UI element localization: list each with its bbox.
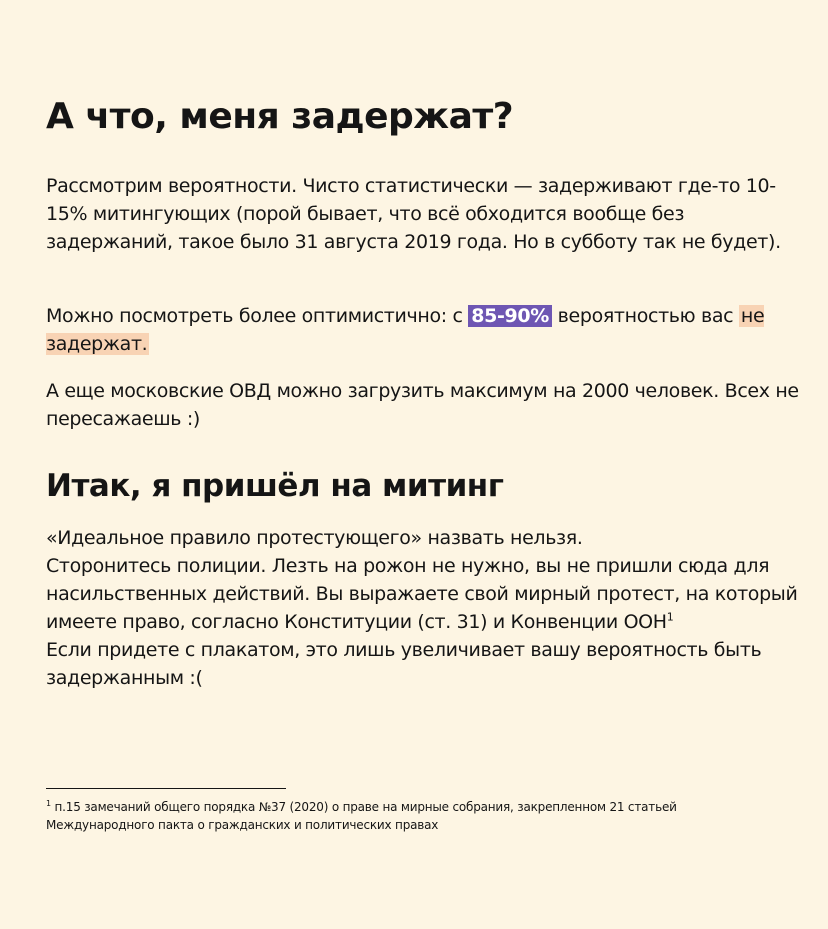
footnote xyxy=(46,798,786,834)
paragraph-probabilities: Рассмотрим вероятности. Чисто статистически — задерживают где-то 10-15% митингующих (порой бывает, что всё обходится вообще без задержаний, такое было 31 августа 2019 года. Но в субботу так не будет). xyxy=(46,175,781,253)
paragraph-rules xyxy=(46,524,806,692)
paragraph-ovd-capacity: А еще московские ОВД можно загрузить максимум на 2000 человек. Всех не пересажаешь :) xyxy=(46,380,799,430)
rules-line-3: Если придете с плакатом, это лишь увеличивает вашу вероятность быть задержанным :( xyxy=(46,639,762,689)
rules-line-1: «Идеальное правило протестующего» назвать нельзя. xyxy=(46,527,583,549)
footnote-reference: 1 xyxy=(666,610,674,624)
rules-line-2: Сторонитесь полиции. Лезть на рожон не нужно, вы не пришли сюда для насильственных действий. Вы выражаете свой мирный протест, на который имеете право, согласно Конституции (ст. 31) и Конвенции ООН xyxy=(46,555,798,633)
highlight-phrase: не задержат. xyxy=(46,305,765,355)
footnote-divider xyxy=(46,788,286,789)
paragraph-text: вероятностью вас xyxy=(551,305,739,327)
section-heading: Итак, я пришёл на митинг xyxy=(46,468,504,504)
paragraph-optimistic xyxy=(46,302,806,358)
footnote-marker: 1 xyxy=(46,799,51,808)
paragraph-text: Можно посмотреть более оптимистично: с xyxy=(46,305,469,327)
page-title: А что, меня задержат? xyxy=(46,96,514,137)
highlight-percentage: 85-90% xyxy=(468,305,552,327)
footnote-text: п.15 замечаний общего порядка №37 (2020) о праве на мирные собрания, закрепленном 21 статьей Международного пакта о гражданских и политических правах xyxy=(46,800,677,832)
